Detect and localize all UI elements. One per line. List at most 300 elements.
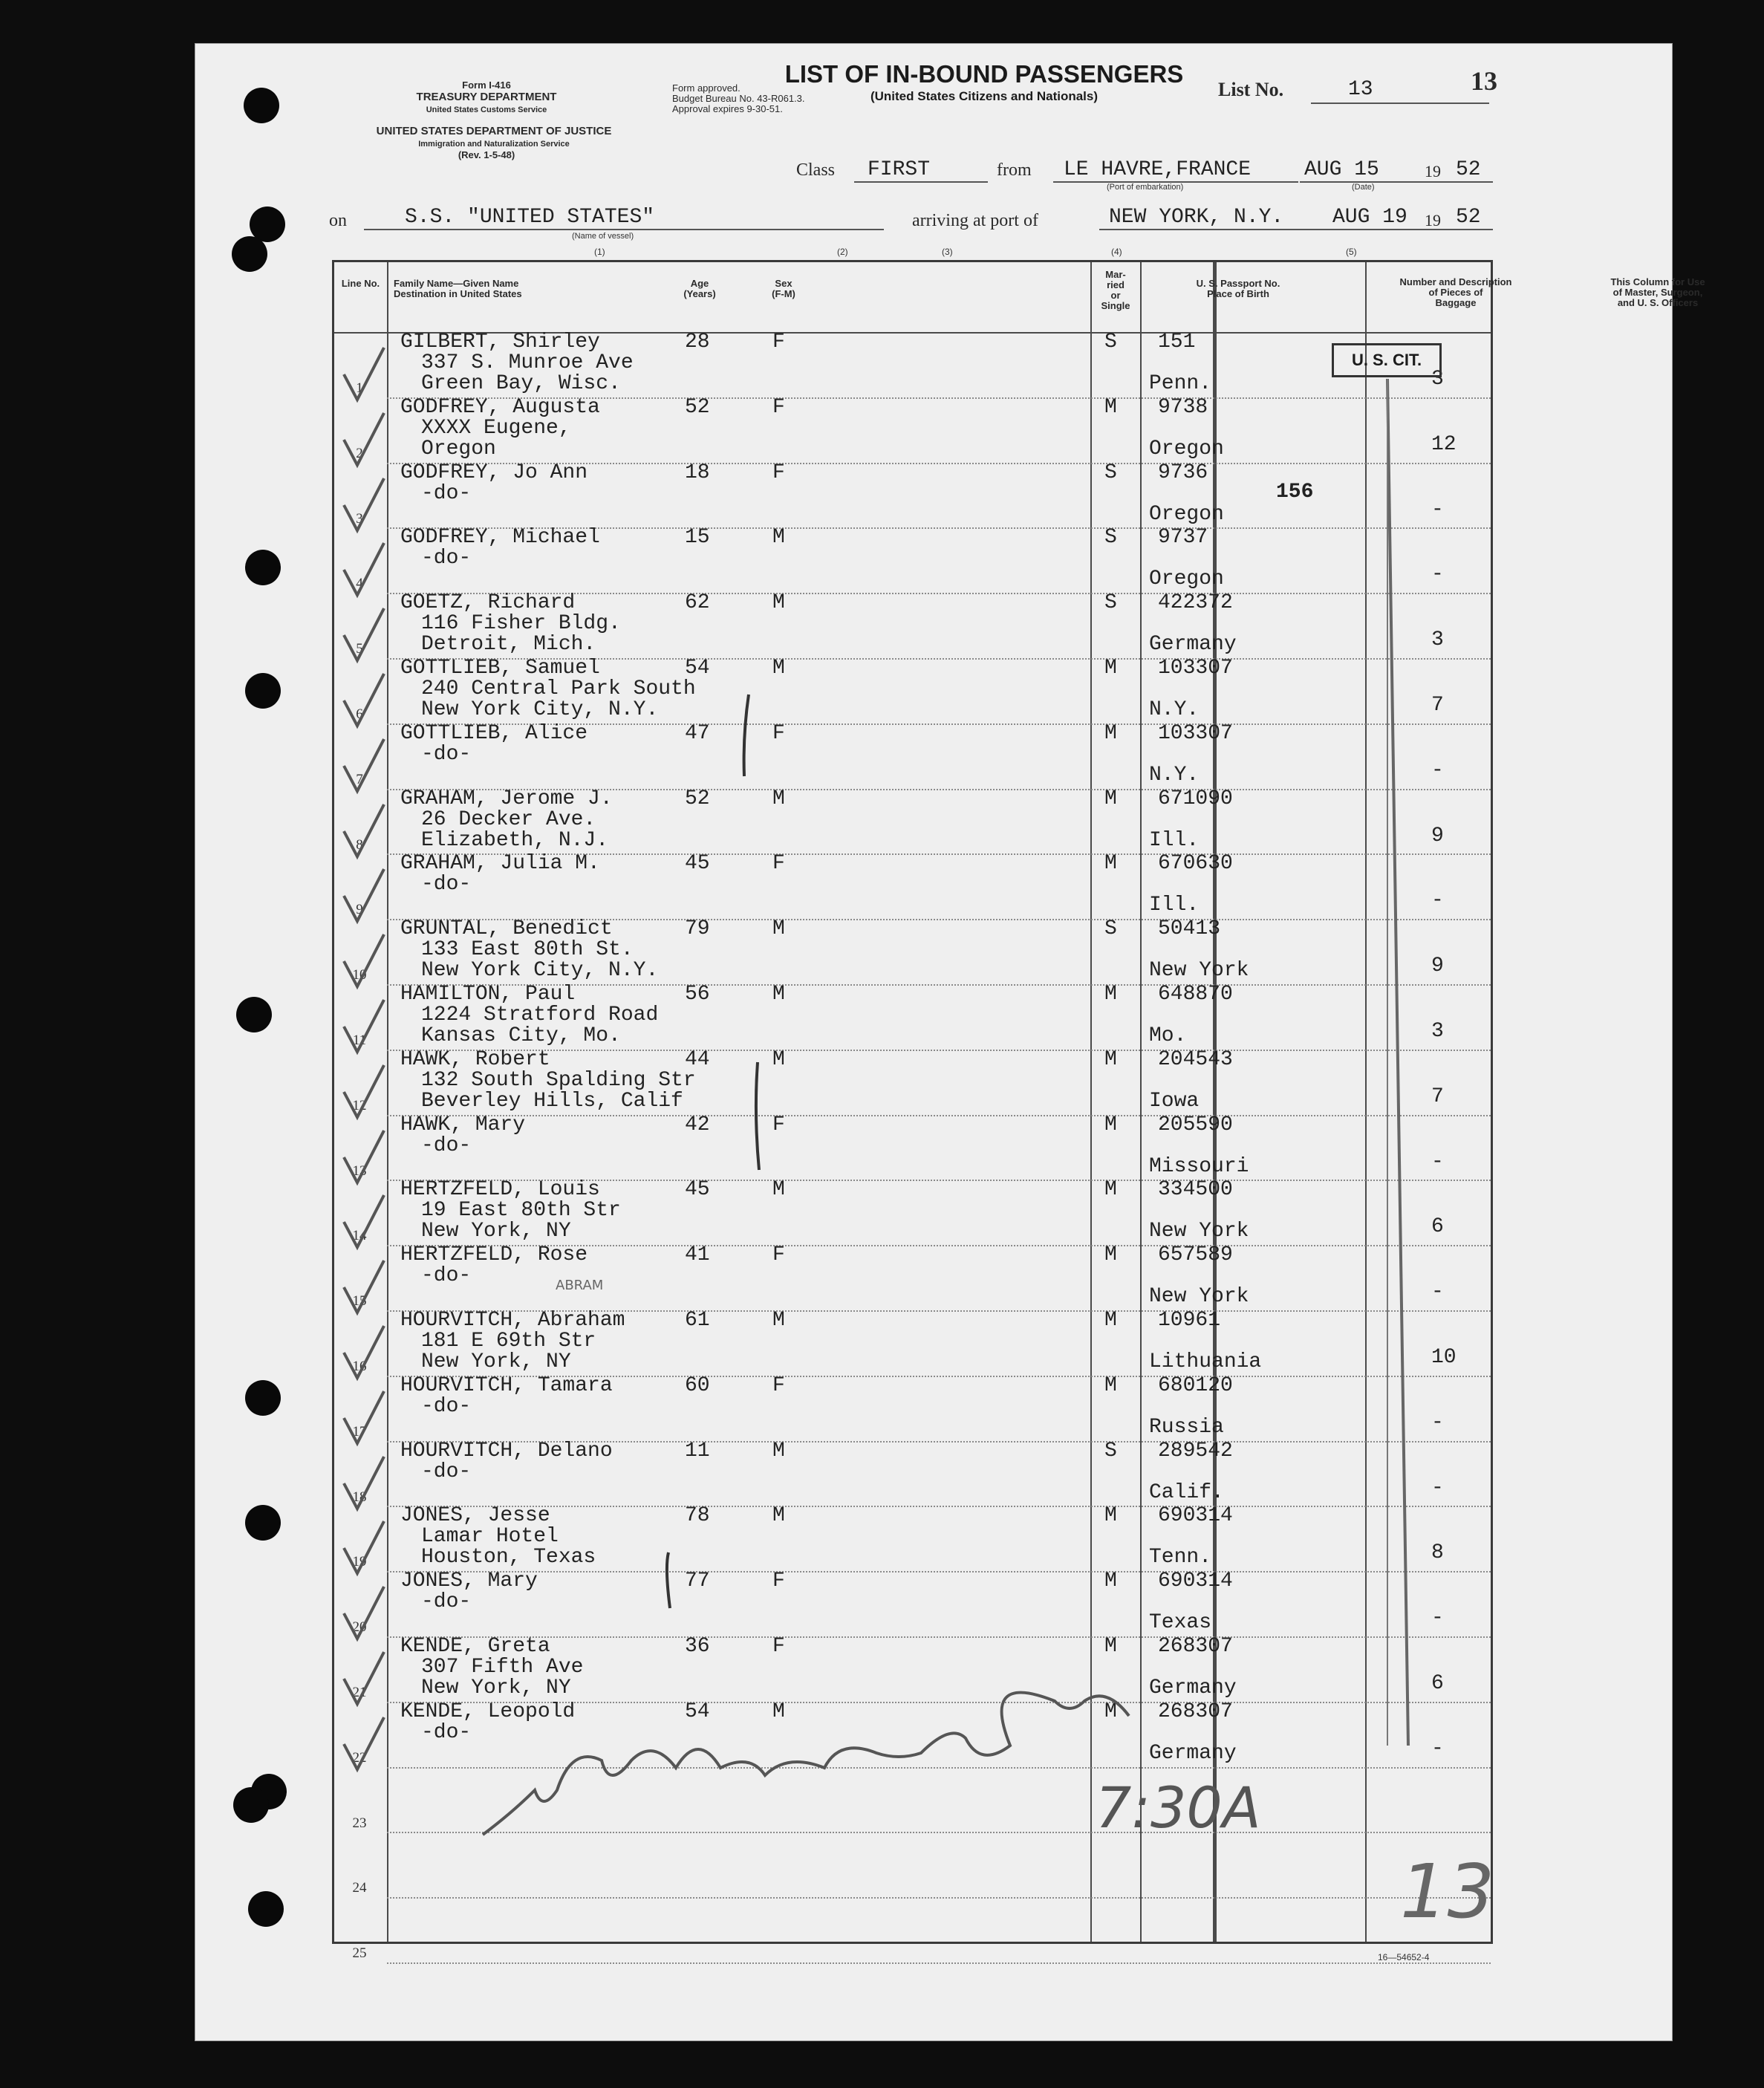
line-number: 14: [352, 1228, 367, 1244]
destination-line-1: 181 E 69th Str: [421, 1330, 596, 1353]
marital-status: M: [1104, 1243, 1117, 1267]
baggage-count: -: [1431, 889, 1444, 913]
sex-value: M: [772, 917, 785, 941]
age-value: 44: [685, 1047, 710, 1071]
passenger-name: GODFREY, Michael: [400, 526, 600, 550]
list-no-underline: [1311, 103, 1489, 104]
age-value: 45: [685, 1178, 710, 1202]
passenger-name: HERTZFELD, Rose: [400, 1243, 588, 1267]
marital-status: S: [1104, 526, 1117, 550]
passport-number: 205590: [1158, 1113, 1233, 1136]
sex-value: F: [772, 395, 785, 419]
arrival-date: AUG 19: [1332, 206, 1407, 229]
passenger-name: HOURVITCH, Delano: [400, 1439, 613, 1463]
age-value: 45: [685, 852, 710, 876]
place-of-birth: Calif.: [1149, 1480, 1224, 1504]
passport-number: 103307: [1158, 721, 1233, 745]
passport-number: 103307: [1158, 657, 1233, 680]
row-rule: [387, 1115, 1491, 1116]
check-mark-icon: [341, 1388, 385, 1448]
place-of-birth: N.Y.: [1149, 698, 1200, 721]
age-value: 11: [685, 1439, 710, 1463]
sex-value: M: [772, 1178, 785, 1202]
check-mark-icon: [341, 671, 385, 730]
passport-number: 50413: [1158, 917, 1221, 941]
sex-value: F: [772, 1635, 785, 1658]
column-number: (2): [837, 247, 848, 257]
departure-date: AUG 15: [1304, 158, 1379, 181]
passport-number: 9738: [1158, 395, 1208, 419]
date-caption: (Date): [1352, 183, 1375, 192]
marital-status: M: [1104, 657, 1117, 680]
place-of-birth: Oregon: [1149, 437, 1224, 461]
age-value: 77: [685, 1570, 710, 1593]
column-number: (5): [1346, 247, 1357, 257]
row-rule: [387, 1962, 1491, 1964]
passenger-name: GRAHAM, Jerome J.: [400, 787, 613, 810]
binder-hole: [248, 1891, 284, 1927]
passenger-name: GILBERT, Shirley: [400, 331, 600, 354]
line-number: 17: [352, 1423, 367, 1440]
destination-line-1: -do-: [421, 742, 472, 766]
place-of-birth: New York: [1149, 959, 1249, 983]
sex-value: M: [772, 1700, 785, 1723]
dept-treasury: TREASURY DEPARTMENT: [416, 91, 557, 103]
departure-year-prefix: 19: [1425, 162, 1441, 180]
destination-line-1: -do-: [421, 1264, 472, 1288]
destination-line-1: -do-: [421, 1134, 472, 1157]
age-value: 52: [685, 395, 710, 419]
check-mark-icon: [341, 997, 385, 1056]
place-of-birth: Russia: [1149, 1415, 1224, 1439]
destination-line-1: -do-: [421, 547, 472, 570]
destination-line-1: -do-: [421, 1720, 472, 1744]
marital-status: M: [1104, 852, 1117, 876]
sex-value: M: [772, 1504, 785, 1528]
signature-time: 7:30A: [1096, 1775, 1261, 1841]
baggage-count: 7: [1431, 1084, 1444, 1108]
sex-value: M: [772, 1309, 785, 1332]
passport-number: 680120: [1158, 1373, 1233, 1397]
check-mark-icon: [341, 1128, 385, 1187]
officer-count: 156: [1276, 481, 1314, 504]
row-rule: [387, 1832, 1491, 1833]
binder-hole: [236, 997, 272, 1032]
from-label: from: [997, 160, 1032, 180]
check-mark-icon: [341, 605, 385, 665]
from-caption: (Port of embarkation): [1107, 183, 1184, 192]
baggage-count: -: [1431, 1737, 1444, 1760]
place-of-birth: Germany: [1149, 1676, 1237, 1700]
sex-value: M: [772, 526, 785, 550]
sex-value: M: [772, 591, 785, 615]
age-value: 28: [685, 331, 710, 354]
check-mark-icon: [341, 1258, 385, 1317]
check-mark-icon: [341, 1584, 385, 1643]
destination-line-2: New York, NY: [421, 1676, 571, 1700]
baggage-count: -: [1431, 1476, 1444, 1500]
sex-value: F: [772, 852, 785, 876]
age-value: 42: [685, 1113, 710, 1136]
line-number: 19: [352, 1554, 367, 1570]
line-number: 8: [356, 836, 363, 853]
sex-value: F: [772, 721, 785, 745]
marital-status: M: [1104, 1113, 1117, 1136]
baggage-count: 9: [1431, 954, 1444, 978]
marital-status: M: [1104, 1373, 1117, 1397]
passport-number: 334500: [1158, 1178, 1233, 1202]
destination-line-1: -do-: [421, 1590, 472, 1614]
check-mark-icon: [341, 1323, 385, 1382]
arrival-year-prefix: 19: [1425, 211, 1441, 230]
line-number: 18: [352, 1489, 367, 1505]
destination-line-2: New York, NY: [421, 1350, 571, 1373]
header-age: Age (Years): [683, 278, 716, 299]
baggage-count: 3: [1431, 628, 1444, 652]
column-divider: [1140, 262, 1142, 1942]
age-value: 41: [685, 1243, 710, 1267]
destination-line-1: 133 East 80th St.: [421, 938, 634, 962]
check-mark-icon: [341, 931, 385, 991]
place-of-birth: Iowa: [1149, 1089, 1200, 1113]
approval-expires: Approval expires 9-30-51.: [672, 103, 783, 114]
marital-status: S: [1104, 591, 1117, 615]
age-value: 61: [685, 1309, 710, 1332]
passenger-name: JONES, Jesse: [400, 1504, 550, 1528]
destination-line-1: -do-: [421, 1394, 472, 1418]
binder-hole: [245, 1505, 281, 1541]
passenger-name: KENDE, Greta: [400, 1635, 550, 1658]
list-no-value: 13: [1348, 78, 1373, 101]
sex-value: F: [772, 1113, 785, 1136]
arrival-underline: [1099, 229, 1493, 230]
baggage-count: 10: [1431, 1346, 1457, 1369]
column-divider: [387, 262, 388, 1942]
dept-justice: UNITED STATES DEPARTMENT OF JUSTICE: [376, 125, 612, 137]
binder-hole: [245, 550, 281, 585]
marital-status: M: [1104, 721, 1117, 745]
destination-line-2: Detroit, Mich.: [421, 633, 596, 657]
check-mark-icon: [341, 1649, 385, 1708]
place-of-birth: Lithuania: [1149, 1350, 1262, 1373]
page-title: LIST OF IN-BOUND PASSENGERS: [784, 60, 1184, 88]
row-rule: [387, 1897, 1491, 1899]
line-number: 5: [356, 641, 363, 657]
age-value: 54: [685, 1700, 710, 1723]
place-of-birth: Germany: [1149, 1741, 1237, 1765]
passenger-name: JONES, Mary: [400, 1570, 538, 1593]
check-mark-icon: [341, 1714, 385, 1774]
passport-number: 268307: [1158, 1700, 1233, 1723]
passenger-name: GOTTLIEB, Alice: [400, 721, 588, 745]
check-mark-icon: [341, 736, 385, 796]
destination-line-1: 337 S. Munroe Ave: [421, 351, 634, 374]
baggage-count: -: [1431, 1150, 1444, 1174]
destination-line-1: 132 South Spalding Str: [421, 1068, 696, 1092]
port-of-embarkation: LE HAVRE,FRANCE: [1064, 158, 1252, 181]
destination-line-1: Lamar Hotel: [421, 1525, 559, 1549]
check-mark-icon: [341, 410, 385, 469]
line-number: 9: [356, 902, 363, 918]
destination-line-2: Houston, Texas: [421, 1546, 596, 1570]
sex-value: M: [772, 657, 785, 680]
passenger-name: HAWK, Mary: [400, 1113, 526, 1136]
place-of-birth: Texas: [1149, 1611, 1212, 1635]
age-value: 54: [685, 657, 710, 680]
baggage-count: 12: [1431, 432, 1457, 456]
place-of-birth: Ill.: [1149, 828, 1200, 852]
binder-hole: [245, 673, 281, 709]
destination-line-2: New York, NY: [421, 1220, 571, 1243]
destination-line-1: -do-: [421, 1460, 472, 1483]
line-number: 3: [356, 510, 363, 527]
marital-status: M: [1104, 1504, 1117, 1528]
line-number: 20: [352, 1619, 367, 1636]
header-passport-birthplace: U. S. Passport No. Place of Birth: [1196, 278, 1280, 299]
place-of-birth: Germany: [1149, 633, 1237, 657]
passenger-name: KENDE, Leopold: [400, 1700, 576, 1723]
sex-value: F: [772, 1243, 785, 1267]
check-mark-icon: [341, 1454, 385, 1513]
age-value: 15: [685, 526, 710, 550]
header-sex: Sex (F-M): [772, 278, 795, 299]
baggage-count: -: [1431, 1281, 1444, 1304]
place-of-birth: Tenn.: [1149, 1546, 1212, 1570]
place-of-birth: Penn.: [1149, 372, 1212, 395]
age-value: 47: [685, 721, 710, 745]
dept-treasury-sub: United States Customs Service: [426, 105, 547, 114]
place-of-birth: New York: [1149, 1285, 1249, 1309]
column-divider: [1090, 262, 1092, 1942]
vessel-underline: [364, 229, 884, 230]
baggage-count: 7: [1431, 694, 1444, 717]
destination-line-1: XXXX Eugene,: [421, 416, 571, 440]
age-value: 18: [685, 461, 710, 484]
passport-number: 9737: [1158, 526, 1208, 550]
age-value: 78: [685, 1504, 710, 1528]
destination-line-1: 116 Fisher Bldg.: [421, 612, 621, 636]
line-number: 10: [352, 967, 367, 983]
age-value: 79: [685, 917, 710, 941]
destination-line-1: 240 Central Park South: [421, 677, 696, 700]
binder-hole: [244, 88, 279, 123]
class-underline: [854, 181, 988, 183]
row-rule: [387, 1636, 1491, 1638]
line-number: 12: [352, 1097, 367, 1113]
line-number: 16: [352, 1359, 367, 1374]
destination-line-2: New York City, N.Y.: [421, 959, 659, 983]
destination-line-2: Elizabeth, N.J.: [421, 828, 609, 852]
baggage-count: -: [1431, 1607, 1444, 1630]
destination-line-2: Oregon: [421, 437, 496, 461]
line-number: 21: [352, 1685, 367, 1700]
vessel-caption: (Name of vessel): [572, 232, 634, 241]
departure-year: 52: [1456, 158, 1481, 181]
line-number: 15: [352, 1293, 367, 1310]
passport-number: 671090: [1158, 787, 1233, 810]
baggage-count: 6: [1431, 1672, 1444, 1695]
check-mark-icon: [341, 801, 385, 861]
baggage-count: 3: [1431, 368, 1444, 391]
destination-line-2: Green Bay, Wisc.: [421, 372, 621, 395]
header-married-single: Mar- ried or Single: [1101, 269, 1130, 311]
baggage-count: 8: [1431, 1541, 1444, 1565]
baggage-count: -: [1431, 498, 1444, 521]
place-of-birth: Oregon: [1149, 567, 1224, 591]
date-underline: [1300, 181, 1493, 183]
column-number: (3): [942, 247, 953, 257]
destination-line-1: 307 Fifth Ave: [421, 1656, 584, 1679]
marital-status: S: [1104, 917, 1117, 941]
binder-hole: [245, 1380, 281, 1416]
line-number: 13: [352, 1162, 367, 1179]
check-mark-icon: [341, 540, 385, 599]
line-number: 6: [356, 706, 363, 722]
place-of-birth: Missouri: [1149, 1154, 1249, 1178]
column-number: (4): [1111, 247, 1122, 257]
passport-number: 690314: [1158, 1504, 1233, 1528]
marital-status: M: [1104, 1309, 1117, 1332]
binder-hole: [233, 1787, 269, 1823]
passport-number: 648870: [1158, 983, 1233, 1006]
destination-line-2: New York City, N.Y.: [421, 698, 659, 721]
arrival-port: NEW YORK, N.Y.: [1109, 206, 1284, 229]
check-mark-icon: [341, 866, 385, 926]
check-mark-icon: [341, 1062, 385, 1122]
line-number: 1: [356, 380, 363, 396]
passenger-name: GODFREY, Augusta: [400, 395, 600, 419]
check-mark-icon: [341, 1518, 385, 1578]
line-number: 2: [356, 445, 363, 461]
baggage-count: 6: [1431, 1215, 1444, 1239]
check-mark-icon: [341, 475, 385, 535]
marital-status: S: [1104, 1439, 1117, 1463]
header-line-no: Line No.: [341, 278, 380, 289]
place-of-birth: N.Y.: [1149, 763, 1200, 787]
arrival-year: 52: [1456, 206, 1481, 229]
check-mark-icon: [341, 1192, 385, 1252]
line-number: 11: [352, 1032, 367, 1048]
passport-number: 10961: [1158, 1309, 1221, 1332]
passport-number: 289542: [1158, 1439, 1233, 1463]
sex-value: M: [772, 1439, 785, 1463]
form-number: Form I-416: [462, 79, 511, 91]
age-value: 36: [685, 1635, 710, 1658]
footer-code: 16—54652-4: [1378, 1952, 1430, 1962]
marital-status: M: [1104, 1570, 1117, 1593]
header-baggage: Number and Description of Pieces of Baggage: [1399, 276, 1512, 308]
sex-value: F: [772, 1373, 785, 1397]
page-subtitle: (United States Citizens and Nationals): [870, 89, 1099, 103]
abram-correction: ABRAM: [556, 1278, 604, 1293]
sex-value: M: [772, 1047, 785, 1071]
sex-value: M: [772, 787, 785, 810]
passenger-name: GOETZ, Richard: [400, 591, 576, 615]
form-approved: Form approved.: [672, 82, 741, 94]
sex-value: F: [772, 461, 785, 484]
destination-line-1: -do-: [421, 481, 472, 505]
line-number: 23: [352, 1815, 367, 1831]
check-mark-icon: [341, 345, 385, 404]
marital-status: M: [1104, 787, 1117, 810]
vessel-name: S.S. "UNITED STATES": [405, 206, 655, 229]
baggage-count: -: [1431, 758, 1444, 782]
passenger-name: GRAHAM, Julia M.: [400, 852, 600, 876]
passenger-name: GODFREY, Jo Ann: [400, 461, 588, 484]
sex-value: F: [772, 1570, 785, 1593]
passport-number: 657589: [1158, 1243, 1233, 1267]
age-value: 60: [685, 1373, 710, 1397]
marital-status: S: [1104, 461, 1117, 484]
age-value: 62: [685, 591, 710, 615]
dept-justice-sub: Immigration and Naturalization Service: [418, 140, 570, 149]
us-citizen-stamp: U. S. CIT.: [1332, 343, 1442, 377]
passport-number: 9736: [1158, 461, 1208, 484]
page-stamp-number: 13: [1471, 66, 1497, 96]
passport-number: 204543: [1158, 1047, 1233, 1071]
passenger-name: HAWK, Robert: [400, 1047, 550, 1071]
class-value: FIRST: [868, 158, 931, 181]
sex-value: M: [772, 983, 785, 1006]
marital-status: M: [1104, 1178, 1117, 1202]
destination-line-1: 19 East 80th Str: [421, 1199, 621, 1223]
passenger-name: HERTZFELD, Louis: [400, 1178, 600, 1202]
age-value: 52: [685, 787, 710, 810]
row-rule: [387, 1767, 1491, 1769]
passenger-name: HOURVITCH, Abraham: [400, 1309, 625, 1332]
marital-status: M: [1104, 983, 1117, 1006]
row-rule: [387, 1571, 1491, 1572]
marital-status: M: [1104, 1635, 1117, 1658]
baggage-count: -: [1431, 1411, 1444, 1434]
line-number: 7: [356, 771, 363, 787]
passenger-name: GOTTLIEB, Samuel: [400, 657, 600, 680]
binder-hole: [232, 236, 267, 272]
arriving-label: arriving at port of: [912, 211, 1038, 230]
baggage-count: 9: [1431, 824, 1444, 848]
passport-number: 268307: [1158, 1635, 1233, 1658]
destination-line-1: 26 Decker Ave.: [421, 807, 596, 831]
line-number: 25: [352, 1945, 367, 1962]
place-of-birth: Mo.: [1149, 1024, 1187, 1047]
passport-number: 151: [1158, 331, 1196, 354]
baggage-count: -: [1431, 563, 1444, 587]
passenger-name: GRUNTAL, Benedict: [400, 917, 613, 941]
passenger-name: HOURVITCH, Tamara: [400, 1373, 613, 1397]
marital-status: S: [1104, 331, 1117, 354]
column-number: (1): [594, 247, 605, 257]
row-rule: [387, 1050, 1491, 1051]
passenger-name: HAMILTON, Paul: [400, 983, 576, 1006]
age-value: 56: [685, 983, 710, 1006]
destination-line-2: Kansas City, Mo.: [421, 1024, 621, 1047]
marital-status: M: [1104, 1047, 1117, 1071]
marital-status: M: [1104, 395, 1117, 419]
place-of-birth: New York: [1149, 1220, 1249, 1243]
line-number: 22: [352, 1749, 367, 1766]
header-name-destination: Family Name—Given Name Destination in United States: [394, 278, 522, 299]
line-number: 24: [352, 1880, 367, 1896]
sex-value: F: [772, 331, 785, 354]
class-label: Class: [796, 160, 836, 180]
baggage-count: 3: [1431, 1020, 1444, 1043]
line-number: 4: [356, 576, 363, 592]
passport-number: 670630: [1158, 852, 1233, 876]
column-divider: [1365, 262, 1367, 1942]
form-revision: (Rev. 1-5-48): [458, 149, 515, 160]
passport-number: 422372: [1158, 591, 1233, 615]
header-officers: This Column for Use of Master, Surgeon, and U. S. Officers: [1610, 276, 1705, 308]
